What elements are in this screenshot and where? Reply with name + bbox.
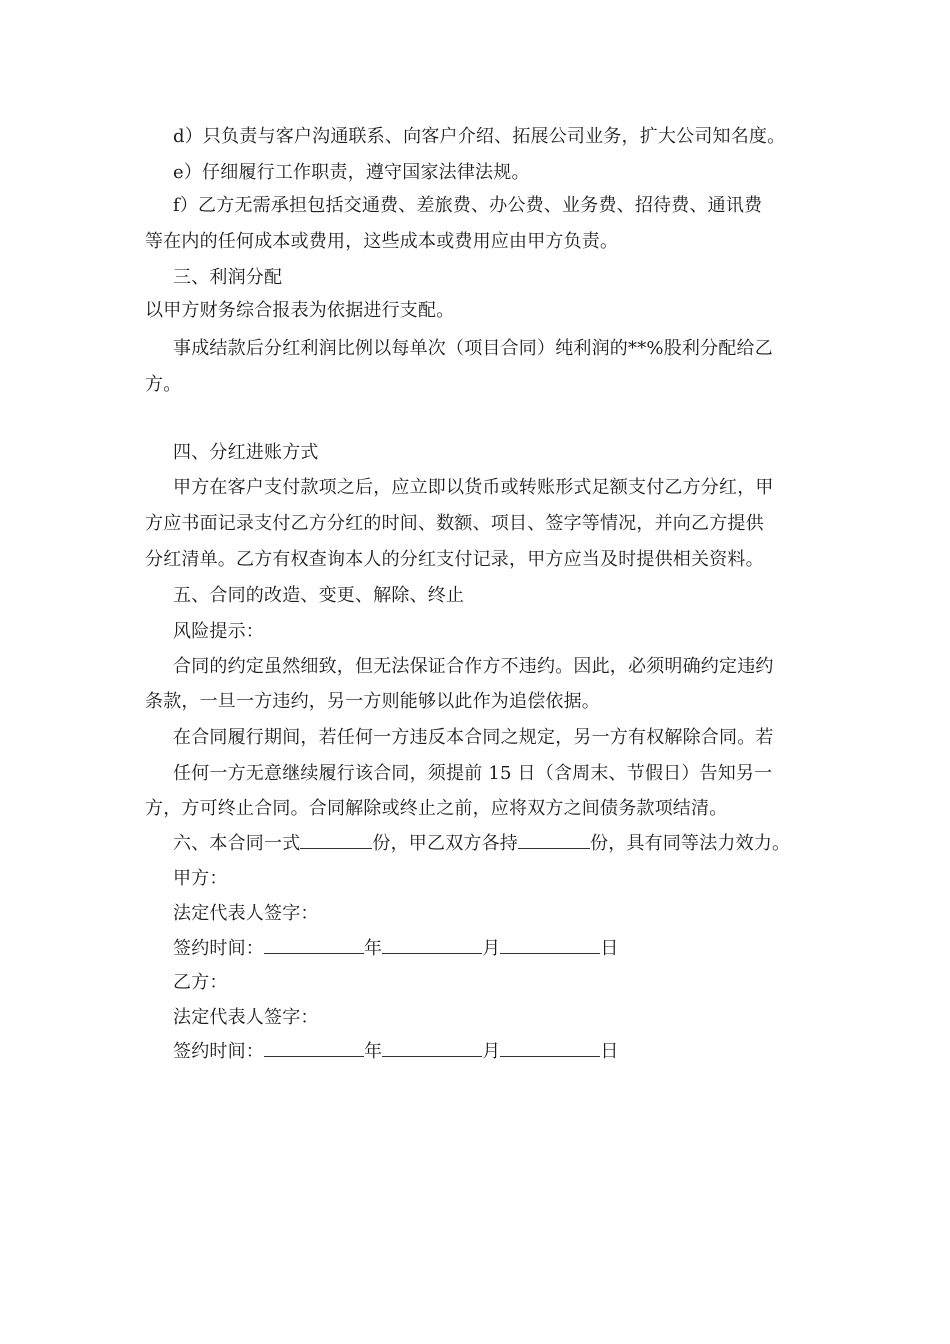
payment-line3: 分红清单。乙方有权查询本人的分红支付记录，甲方应当及时提供相关资料。 (145, 549, 764, 570)
party-a-day-label: 日 (600, 938, 619, 959)
party-a-year-label: 年 (364, 938, 383, 959)
party-a-year-blank[interactable] (264, 937, 364, 954)
duty-e: e）仔细履行工作职责，遵守国家法律法规。 (173, 162, 530, 183)
section-termination-heading: 五、合同的改造、变更、解除、终止 (173, 585, 465, 606)
party-b-year-label: 年 (364, 1041, 383, 1062)
copies-text-1: 六、本合同一式 (173, 833, 301, 854)
party-a-label: 甲方： (173, 868, 228, 889)
copies-clause (173, 832, 790, 856)
party-b-day-blank[interactable] (500, 1040, 600, 1057)
risk-line2: 条款，一旦一方违约，另一方则能够以此作为追偿依据。 (145, 691, 600, 712)
party-b-date (173, 1040, 619, 1064)
party-a-month-blank[interactable] (382, 937, 482, 954)
party-a-rep-sign: 法定代表人签字： (173, 903, 319, 924)
duty-f-line2: 等在内的任何成本或费用，这些成本或费用应由甲方负责。 (145, 231, 619, 252)
party-b-month-blank[interactable] (382, 1040, 482, 1057)
risk-label: 风险提示： (173, 621, 264, 642)
party-b-date-label: 签约时间： (173, 1041, 264, 1062)
risk-line1: 合同的约定虽然细致，但无法保证合作方不违约。因此，必须明确约定违约 (173, 656, 774, 677)
profit-ratio-line2: 方。 (145, 374, 182, 395)
section-payment-heading: 四、分红进账方式 (173, 442, 319, 463)
party-a-date-label: 签约时间： (173, 938, 264, 959)
party-b-label: 乙方： (173, 972, 228, 993)
copies-text-2: 份，甲乙双方各持 (372, 833, 519, 854)
party-a-date (173, 937, 619, 961)
party-b-day-label: 日 (600, 1041, 619, 1062)
section-profit-heading: 三、利润分配 (173, 267, 283, 288)
party-a-day-blank[interactable] (500, 937, 600, 954)
party-b-month-label: 月 (482, 1041, 501, 1062)
copies-each-blank[interactable] (518, 832, 590, 849)
copies-text-3: 份，具有同等法力效力。 (590, 833, 791, 854)
copies-total-blank[interactable] (300, 832, 372, 849)
termination-rule-line1: 在合同履行期间，若任何一方违反本合同之规定，另一方有权解除合同。若 (173, 727, 774, 748)
duty-f-line1: f）乙方无需承担包括交通费、差旅费、办公费、业务费、招待费、通讯费 (173, 195, 763, 216)
termination-rule-line3: 方，方可终止合同。合同解除或终止之前，应将双方之间债务款项结清。 (145, 798, 728, 819)
duty-d: d）只负责与客户沟通联系、向客户介绍、拓展公司业务，扩大公司知名度。 (173, 126, 786, 147)
profit-ratio-line1: 事成结款后分红利润比例以每单次（项目合同）纯利润的**%股利分配给乙 (173, 338, 773, 359)
party-b-year-blank[interactable] (264, 1040, 364, 1057)
termination-rule-line2: 任何一方无意继续履行该合同，须提前 15 日（含周末、节假日）告知另一 (173, 763, 773, 784)
payment-line2: 方应书面记录支付乙方分红的时间、数额、项目、签字等情况，并向乙方提供 (145, 513, 764, 534)
profit-basis: 以甲方财务综合报表为依据进行支配。 (145, 300, 455, 321)
payment-line1: 甲方在客户支付款项之后，应立即以货币或转账形式足额支付乙方分红，甲 (173, 477, 774, 498)
party-b-rep-sign: 法定代表人签字： (173, 1007, 319, 1028)
party-a-month-label: 月 (482, 938, 501, 959)
